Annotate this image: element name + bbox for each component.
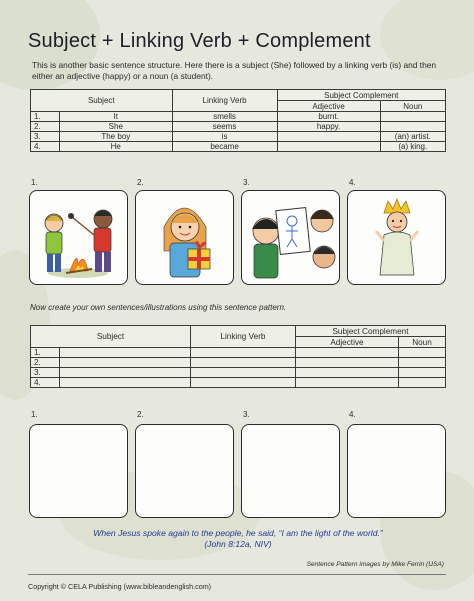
subject-cell[interactable] [60, 358, 191, 368]
adjective-header: Adjective [295, 337, 398, 348]
page-title: Subject + Linking Verb + Complement [28, 30, 371, 52]
subject-cell[interactable] [60, 368, 191, 378]
noun-cell [380, 122, 445, 132]
adjective-header: Adjective [277, 101, 380, 112]
row-number: 3. [31, 368, 60, 378]
verb-cell: is [172, 132, 277, 142]
row-number: 1. [31, 348, 60, 358]
table-row [31, 122, 446, 132]
row-number: 3. [31, 132, 60, 142]
image-credit: Sentence Pattern images by Mike Ferrin (USA) [306, 561, 444, 568]
picture-number: 2. [137, 178, 144, 187]
drawing-box-3[interactable] [241, 424, 340, 518]
picture-number: 3. [243, 178, 250, 187]
row-number: 4. [31, 142, 60, 152]
example-table [30, 89, 446, 152]
noun-header: Noun [398, 337, 445, 348]
adjective-cell: burnt. [277, 112, 380, 122]
copyright-text: Copyright © CELA Publishing (www.bibleandenglish.com) [28, 582, 212, 591]
row-number: 2. [31, 358, 60, 368]
instruction-text: Now create your own sentences/illustrations using this sentence pattern. [30, 303, 287, 312]
picture-box-4 [347, 190, 446, 285]
verse-quote: When Jesus spoke again to the people, he said, “I am the light of the world.” [93, 528, 383, 538]
verb-cell[interactable] [190, 378, 295, 388]
verse-reference: (John 8:12a, NIV) [204, 539, 272, 549]
subject-cell: She [60, 122, 173, 132]
verb-cell[interactable] [190, 348, 295, 358]
box-number: 3. [243, 410, 250, 419]
adjective-cell[interactable] [295, 378, 398, 388]
picture-box-3 [241, 190, 340, 285]
subject-cell: The boy [60, 132, 173, 142]
row-number: 4. [31, 378, 60, 388]
subject-cell: It [60, 112, 173, 122]
subject-complement-header: Subject Complement [295, 326, 445, 337]
drawing-box-4[interactable] [347, 424, 446, 518]
box-number: 2. [137, 410, 144, 419]
adjective-cell: happy. [277, 122, 380, 132]
noun-cell: (a) king. [380, 142, 445, 152]
row-number: 1. [31, 112, 60, 122]
drawing-box-1[interactable] [29, 424, 128, 518]
practice-table [30, 325, 446, 388]
row-number: 2. [31, 122, 60, 132]
linking-verb-header: Linking Verb [172, 90, 277, 112]
footer-divider [28, 574, 446, 575]
adjective-cell [277, 142, 380, 152]
adjective-cell [277, 132, 380, 142]
table-row [31, 142, 446, 152]
verb-cell: seems [172, 122, 277, 132]
picture-box-2 [135, 190, 234, 285]
noun-cell [380, 112, 445, 122]
verb-cell[interactable] [190, 358, 295, 368]
box-number: 1. [31, 410, 38, 419]
verb-cell: smells [172, 112, 277, 122]
noun-cell: (an) artist. [380, 132, 445, 142]
noun-cell[interactable] [398, 378, 445, 388]
intro-text: This is another basic sentence structure. Here there is a subject (She) followed by a linking verb (is) and then either an adjective (happy) or a noun (a student). [32, 60, 437, 81]
noun-cell[interactable] [398, 358, 445, 368]
adjective-cell[interactable] [295, 368, 398, 378]
bible-verse [30, 528, 446, 550]
girl-with-gift-icon [136, 191, 233, 284]
verb-cell: became [172, 142, 277, 152]
drawing-box-2[interactable] [135, 424, 234, 518]
table-row [31, 112, 446, 122]
campfire-boys-icon [30, 191, 127, 284]
table-row [31, 368, 446, 378]
verb-cell[interactable] [190, 368, 295, 378]
table-row [31, 348, 446, 358]
boy-artist-icon [242, 191, 339, 284]
subject-cell: He [60, 142, 173, 152]
subject-cell[interactable] [60, 348, 191, 358]
subject-complement-header: Subject Complement [277, 90, 445, 101]
crowned-king-icon [348, 191, 445, 284]
adjective-cell[interactable] [295, 348, 398, 358]
noun-cell[interactable] [398, 348, 445, 358]
subject-header: Subject [31, 326, 191, 348]
table-row [31, 132, 446, 142]
noun-header: Noun [380, 101, 445, 112]
adjective-cell[interactable] [295, 358, 398, 368]
box-number: 4. [349, 410, 356, 419]
linking-verb-header: Linking Verb [190, 326, 295, 348]
subject-header: Subject [31, 90, 173, 112]
picture-box-1 [29, 190, 128, 285]
noun-cell[interactable] [398, 368, 445, 378]
picture-number: 1. [31, 178, 38, 187]
subject-cell[interactable] [60, 378, 191, 388]
table-row [31, 358, 446, 368]
picture-number: 4. [349, 178, 356, 187]
table-row [31, 378, 446, 388]
